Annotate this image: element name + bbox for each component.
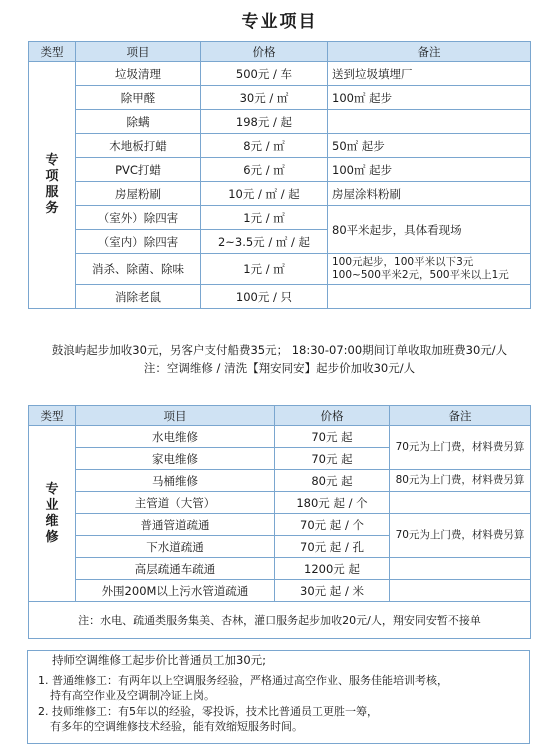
technician-item-1-line-2: 持有高空作业及空调制冷证上岗。 [50,689,215,702]
price-cell: 1元 / ㎡ [201,206,328,230]
table-row [29,492,531,514]
table-row [29,470,531,492]
header-type: 类型 [29,42,76,62]
table-row [29,558,531,580]
table-row [29,426,531,448]
note-cell: 80元为上门费，材料费另算 [390,470,531,492]
category-label: 专项服务 [45,153,59,216]
note-line: 100~500平米2元，500平米以上1元 [332,269,509,281]
technician-item-2-line-1: 2. 技师维修工：有5年以的经验，零投诉，技术比普通员工更胜一筹， [38,704,378,718]
technician-heading: 持师空调维修工起步价比普通员工加30元; [52,653,267,667]
table-row [29,182,531,206]
price-cell: 70元 起 / 个 [275,514,390,536]
aircon-note: 注：空调维修 / 清洗【翔安同安】起步价加收30元/人 [143,361,416,375]
price-cell: 1200元 起 [275,558,390,580]
price-cell: 70元 起 / 孔 [275,536,390,558]
price-cell: 198元 / 起 [201,110,328,134]
price-cell: 100元 / 只 [201,285,328,309]
table-row [29,110,531,134]
header-price: 价格 [201,42,328,62]
header-note: 备注 [390,406,531,426]
price-cell: 10元 / ㎡ / 起 [201,182,328,206]
category-label: 专业维修 [45,481,59,545]
surcharge-note: 鼓浪屿起步加收30元，另客户支付船费35元； 18:30-07:00期间订单收取加班费30元/人 [51,343,508,357]
technician-item-1-line-1: 1. 普通维修工：有两年以上空调服务经验，严格通过高空作业、服务佳能培训考核， [38,673,448,687]
item-cell: （室内）除四害 [76,230,201,254]
repair-services-table [28,405,531,639]
table-row [29,158,531,182]
table-row [29,134,531,158]
item-cell: 房屋粉刷 [76,182,201,206]
note-cell: 100㎡ 起步 [328,86,531,110]
header-price: 价格 [275,406,390,426]
item-cell: 木地板打蜡 [76,134,201,158]
price-cell: 500元 / 车 [201,62,328,86]
header-item: 项目 [76,42,201,62]
note-cell [328,254,531,285]
note-cell [328,285,531,309]
item-cell: 高层疏通车疏通 [76,558,275,580]
technician-item-2-line-2: 有多年的空调维修技术经验，能有效缩短服务时间。 [50,720,303,733]
price-cell: 30元 / ㎡ [201,86,328,110]
note-cell [390,558,531,580]
table-row [29,580,531,602]
price-cell: 70元 起 [275,426,390,448]
note-cell: 送到垃圾填埋厂 [328,62,531,86]
price-cell: 1元 / ㎡ [201,254,328,285]
price-cell: 80元 起 [275,470,390,492]
item-cell: 除甲醛 [76,86,201,110]
item-cell: 主管道（大管） [76,492,275,514]
category-cell [29,62,76,309]
note-cell [328,110,531,134]
price-cell: 2~3.5元 / ㎡ / 起 [201,230,328,254]
note-cell: 70元为上门费，材料费另算 [390,514,531,558]
price-cell: 70元 起 [275,448,390,470]
table-row [29,514,531,536]
item-cell: 下水道疏通 [76,536,275,558]
table-row [29,206,531,230]
table-footer-row [29,602,531,639]
price-cell: 30元 起 / 米 [275,580,390,602]
header-item: 项目 [76,406,275,426]
item-cell: 消杀、除菌、除味 [76,254,201,285]
note-cell: 70元为上门费，材料费另算 [390,426,531,470]
page-title: 专业项目 [241,12,318,32]
note-cell: 100㎡ 起步 [328,158,531,182]
technician-info-box [27,650,530,744]
table-row [29,62,531,86]
note-cell: 50㎡ 起步 [328,134,531,158]
item-cell: 外围200M以上污水管道疏通 [76,580,275,602]
note-cell: 80平米起步，具体看现场 [328,206,531,254]
item-cell: PVC打蜡 [76,158,201,182]
price-cell: 180元 起 / 个 [275,492,390,514]
special-services-table [28,41,531,309]
item-cell: （室外）除四害 [76,206,201,230]
header-type: 类型 [29,406,76,426]
price-cell: 6元 / ㎡ [201,158,328,182]
item-cell: 除螨 [76,110,201,134]
repair-footer-note: 注：水电、疏通类服务集美、杏林，灌口服务起步加收20元/人，翔安同安暂不接单 [29,602,531,639]
table-row [29,254,531,285]
item-cell: 普通管道疏通 [76,514,275,536]
header-note: 备注 [328,42,531,62]
item-cell: 消除老鼠 [76,285,201,309]
note-cell [390,580,531,602]
item-cell: 家电维修 [76,448,275,470]
table-row [29,285,531,309]
table-row [29,86,531,110]
note-line: 100元起步，100平米以下3元 [332,256,474,268]
price-cell: 8元 / ㎡ [201,134,328,158]
item-cell: 马桶维修 [76,470,275,492]
note-cell: 房屋涂料粉刷 [328,182,531,206]
item-cell: 水电维修 [76,426,275,448]
item-cell: 垃圾清理 [76,62,201,86]
category-cell [29,426,76,602]
note-cell [390,492,531,514]
